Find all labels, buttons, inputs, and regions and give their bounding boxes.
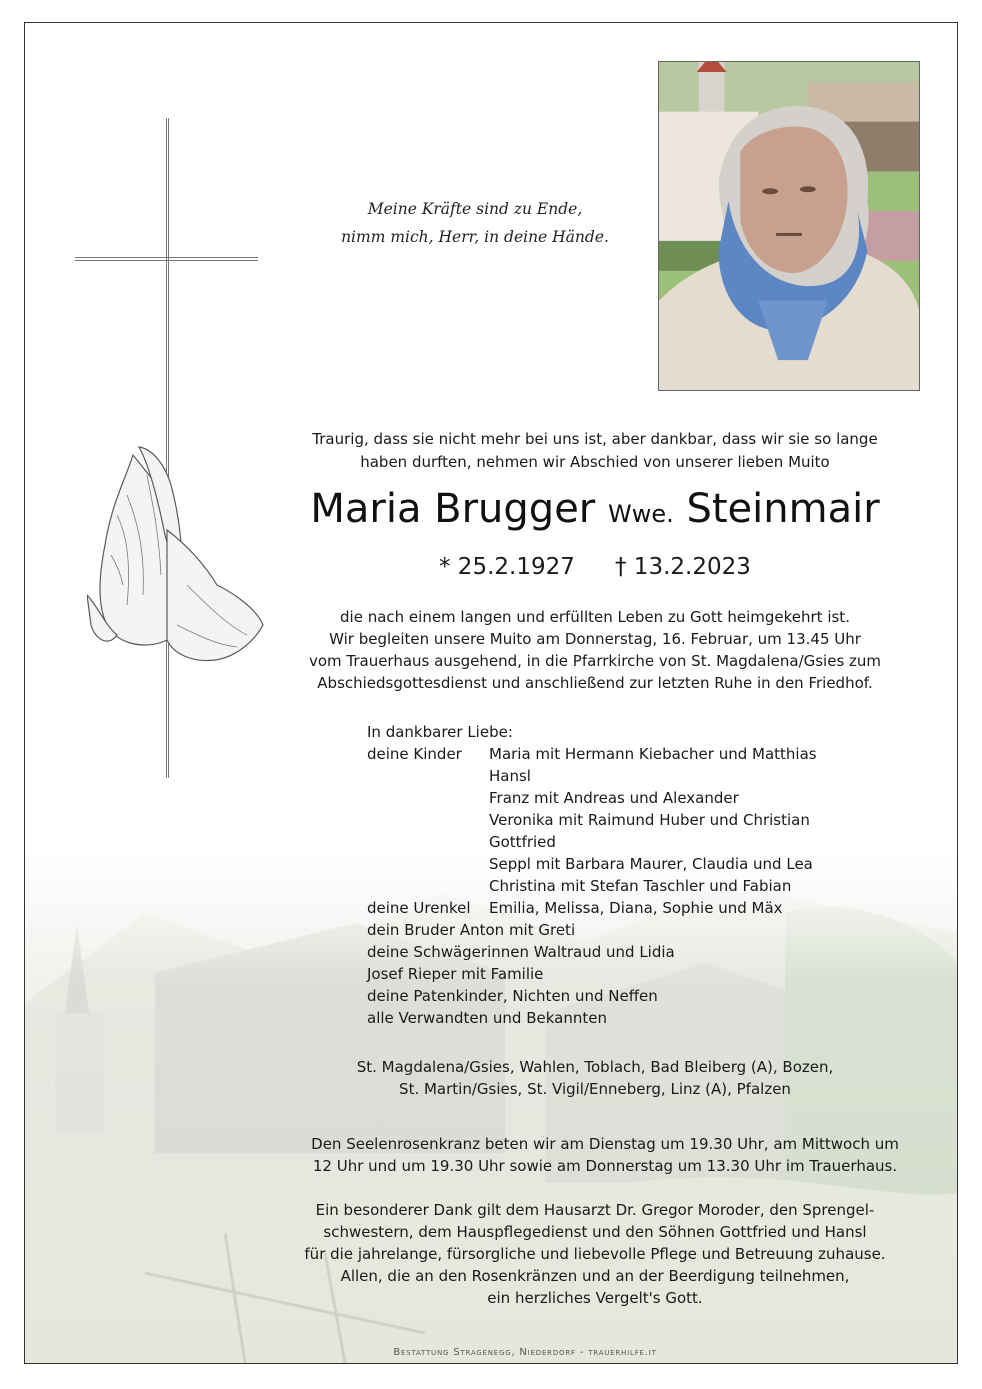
children-row — [367, 743, 927, 897]
portrait-photo — [658, 61, 920, 391]
announcement-line: vom Trauerhaus ausgehend, in die Pfarrkirche von St. Magdalena/Gsies zum — [308, 652, 882, 670]
greatgrand-list: Emilia, Melissa, Diana, Sophie und Mäx — [489, 899, 783, 917]
child-entry: Hansl — [489, 767, 531, 785]
widow-label: Wwe. — [607, 500, 674, 528]
thanks-line: Allen, die an den Rosenkränzen und an der Beerdigung teilnehmen, — [340, 1267, 850, 1285]
places-line: St. Magdalena/Gsies, Wahlen, Toblach, Bad Bleiberg (A), Bozen, — [356, 1058, 834, 1076]
rosary-line: 12 Uhr und um 19.30 Uhr sowie am Donnerstag um 13.30 Uhr im Trauerhaus. — [312, 1157, 898, 1175]
thanks-text — [265, 1199, 925, 1309]
thanks-line: Ein besonderer Dank gilt dem Hausarzt Dr. Gregor Moroder, den Sprengel- — [315, 1201, 875, 1219]
cross-bar — [75, 257, 258, 261]
birth-date: * 25.2.1927 — [439, 554, 575, 580]
death-date: † 13.2.2023 — [615, 554, 751, 580]
thanks-line: schwestern, dem Hauspflegedienst und den Söhnen Gottfried und Hansl — [323, 1223, 867, 1241]
child-entry: Gottfried — [489, 833, 556, 851]
rosary-text — [265, 1133, 945, 1177]
places-line: St. Martin/Gsies, St. Vigil/Enneberg, Linz (A), Pfalzen — [399, 1080, 791, 1098]
intro-line: Traurig, dass sie nicht mehr bei uns ist, aber dankbar, dass wir sie so lange — [312, 430, 878, 448]
thanks-line: ein herzliches Vergelt's Gott. — [487, 1289, 703, 1307]
mourners-list — [367, 721, 927, 1029]
announcement-line: Wir begleiten unsere Muito am Donnerstag, 16. Februar, um 13.45 Uhr — [329, 630, 861, 648]
greatgrand-label: deine Urenkel — [367, 899, 471, 917]
children-list — [489, 743, 927, 897]
praying-hands-icon — [87, 435, 265, 665]
announcement-line: die nach einem langen und erfüllten Leben zu Gott heimgekehrt ist. — [340, 608, 850, 626]
deceased-first-name: Maria Brugger — [310, 486, 596, 532]
intro-line: haben durften, nehmen wir Abschied von unserer lieben Muito — [360, 453, 830, 471]
announcement-line: Abschiedsgottesdienst und anschließend zur letzten Ruhe in den Friedhof. — [317, 674, 873, 692]
child-entry: Franz mit Andreas und Alexander — [489, 789, 739, 807]
mourner-entry: dein Bruder Anton mit Greti — [367, 921, 576, 939]
children-label: deine Kinder — [367, 745, 462, 763]
mourner-entry: alle Verwandten und Bekannten — [367, 1009, 607, 1027]
verse — [325, 195, 625, 251]
mourner-entry: Josef Rieper mit Familie — [367, 965, 544, 983]
obituary-card — [24, 22, 958, 1364]
deceased-last-name: Steinmair — [686, 486, 880, 532]
verse-line: Meine Kräfte sind zu Ende, — [367, 200, 583, 218]
child-entry: Christina mit Stefan Taschler und Fabian — [489, 877, 792, 895]
thanks-line: für die jahrelange, fürsorgliche und liebevolle Pflege und Betreuung zuhause. — [304, 1245, 886, 1263]
verse-line: nimm mich, Herr, in deine Hände. — [341, 228, 609, 246]
child-entry: Seppl mit Barbara Maurer, Claudia und Lea — [489, 855, 813, 873]
child-entry: Veronika mit Raimund Huber und Christian — [489, 811, 810, 829]
child-entry: Maria mit Hermann Kiebacher und Matthias — [489, 745, 817, 763]
mourner-entry: deine Patenkinder, Nichten und Neffen — [367, 987, 658, 1005]
rosary-line: Den Seelenrosenkranz beten wir am Dienstag um 19.30 Uhr, am Mittwoch um — [311, 1135, 899, 1153]
greatgrand-row — [367, 897, 927, 919]
intro-text — [265, 428, 925, 474]
mourner-entry: deine Schwägerinnen Waltraud und Lidia — [367, 943, 675, 961]
mourners-heading: In dankbarer Liebe: — [367, 723, 513, 741]
places-text — [265, 1056, 925, 1100]
announcement-text — [265, 606, 925, 694]
footer-credit: Bestattung Stragenegg, Niederdorf - trauerhilfe.it — [393, 1347, 657, 1358]
deceased-name — [205, 479, 958, 544]
